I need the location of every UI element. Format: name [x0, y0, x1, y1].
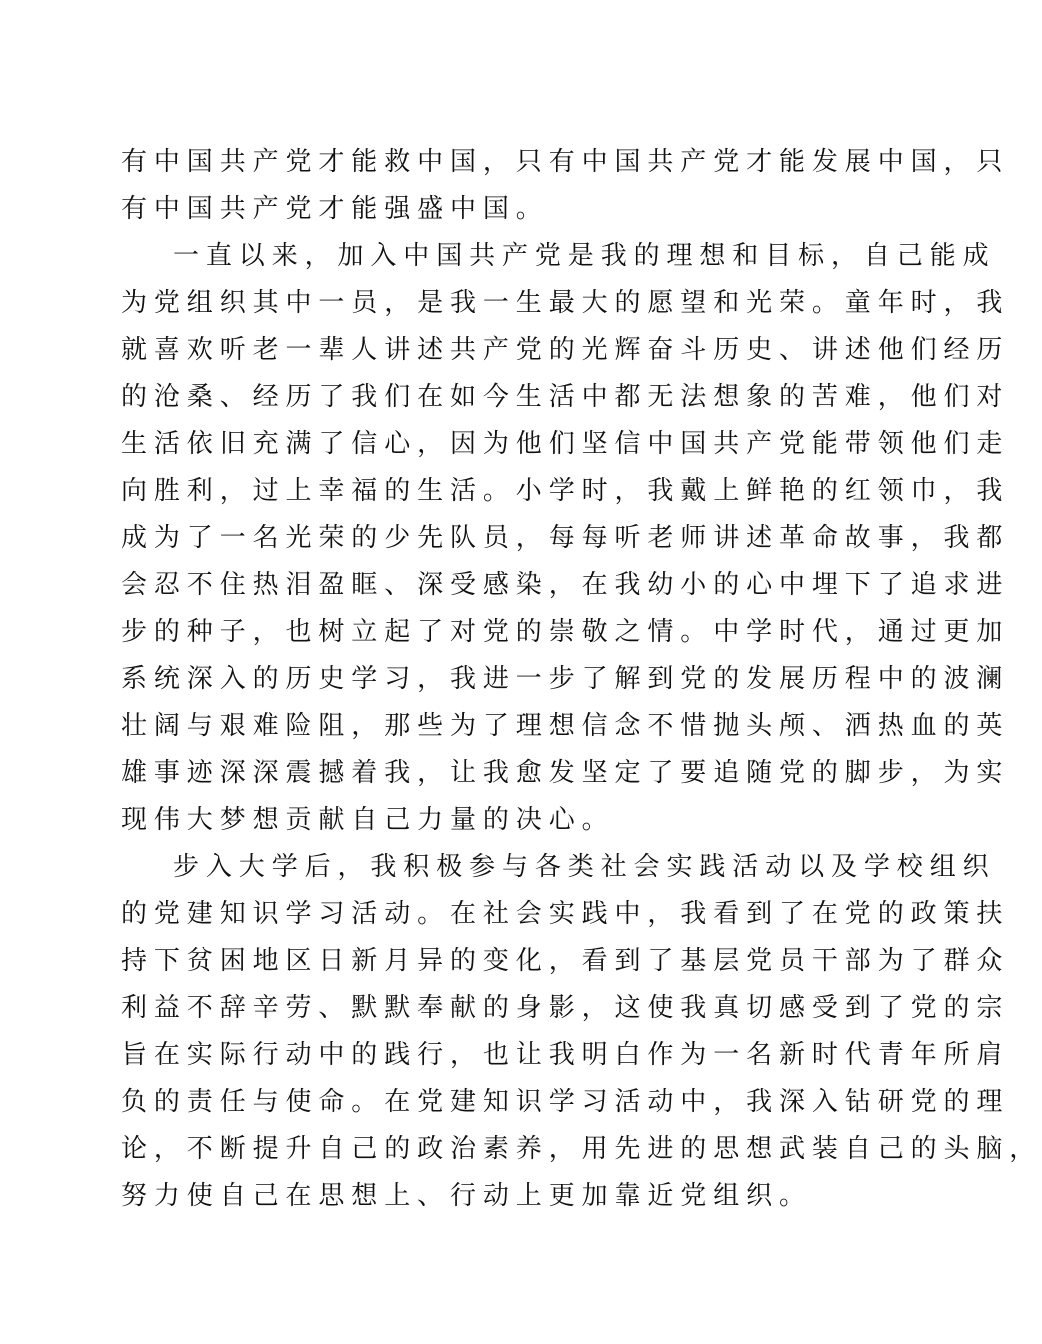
text-line: 利益不辞辛劳、默默奉献的身影，这使我真切感受到了党的宗 [121, 993, 1010, 1023]
text-line: 生活依旧充满了信心，因为他们坚信中国共产党能带领他们走 [121, 429, 1010, 459]
text-line: 有中国共产党才能救中国，只有中国共产党才能发展中国，只 [121, 147, 1010, 177]
paragraph-start-line: 步入大学后，我积极参与各类社会实践活动以及学校组织 [173, 852, 996, 882]
text-line: 持下贫困地区日新月异的变化，看到了基层党员干部为了群众 [121, 946, 1010, 976]
text-line: 雄事迹深深震撼着我，让我愈发坚定了要追随党的脚步，为实 [121, 758, 1010, 788]
text-line: 为党组织其中一员，是我一生最大的愿望和光荣。童年时，我 [121, 288, 1010, 318]
text-line: 负的责任与使命。在党建知识学习活动中，我深入钻研党的理 [121, 1087, 1010, 1117]
text-line: 旨在实际行动中的践行，也让我明白作为一名新时代青年所肩 [121, 1040, 1010, 1070]
text-line: 的沧桑、经历了我们在如今生活中都无法想象的苦难，他们对 [121, 382, 1010, 412]
text-line: 系统深入的历史学习，我进一步了解到党的发展历程中的波澜 [121, 664, 1010, 694]
text-line: 就喜欢听老一辈人讲述共产党的光辉奋斗历史、讲述他们经历 [121, 335, 1010, 365]
text-line: 努力使自己在思想上、行动上更加靠近党组织。 [121, 1181, 812, 1211]
text-line: 论，不断提升自己的政治素养，用先进的思想武装自己的头脑， [121, 1134, 1042, 1164]
text-line: 现伟大梦想贡献自己力量的决心。 [121, 805, 615, 835]
paragraph-start-line: 一直以来，加入中国共产党是我的理想和目标，自己能成 [173, 241, 996, 271]
text-line: 壮阔与艰难险阻，那些为了理想信念不惜抛头颅、洒热血的英 [121, 711, 1010, 741]
text-line: 会忍不住热泪盈眶、深受感染，在我幼小的心中埋下了追求进 [121, 570, 1010, 600]
text-line: 成为了一名光荣的少先队员，每每听老师讲述革命故事，我都 [121, 523, 1010, 553]
text-line: 的党建知识学习活动。在社会实践中，我看到了在党的政策扶 [121, 899, 1010, 929]
text-line: 步的种子，也树立起了对党的崇敬之情。中学时代，通过更加 [121, 617, 1010, 647]
text-line: 有中国共产党才能强盛中国。 [121, 194, 549, 224]
text-line: 向胜利，过上幸福的生活。小学时，我戴上鲜艳的红领巾，我 [121, 476, 1010, 506]
